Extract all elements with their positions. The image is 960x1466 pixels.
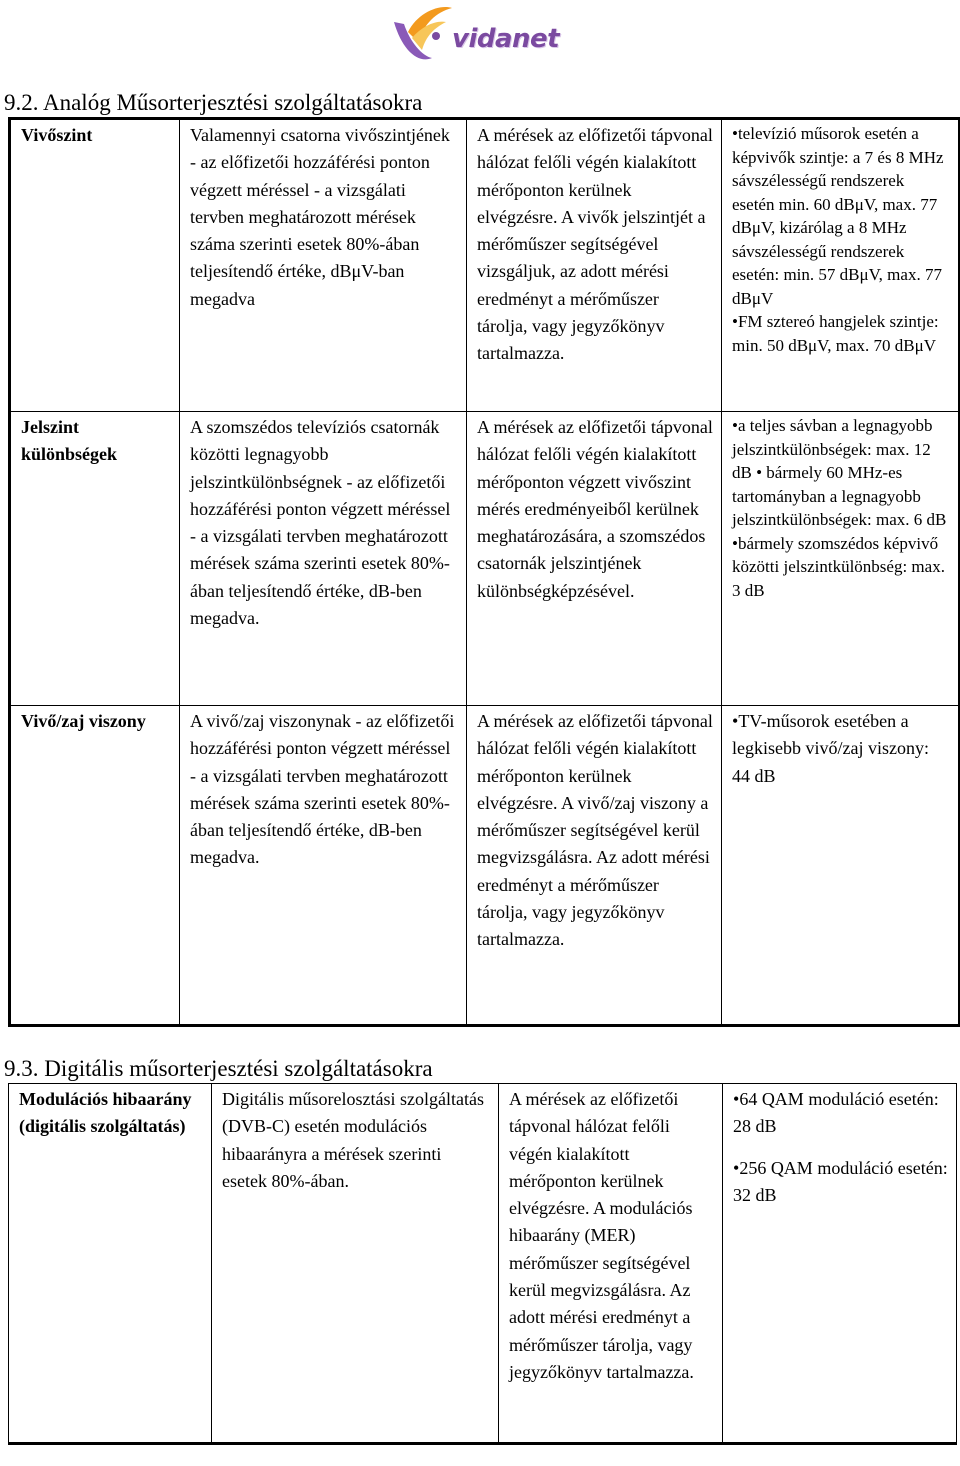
measurement-method: A mérések az előfizetői tápvonal hálózat felőli végén kialakított mérőponton kerülnek elvégzésre. A vivők jelszintjét a mérőműszer segítségével vizsgáljuk, az adott mérési eredményt a mérőműszer tárolja, vagy jegyzőkönyv tartalmazza. — [467, 119, 722, 412]
analog-services-table — [8, 117, 960, 1027]
parameter-name: Jelszint különbségek — [10, 412, 180, 706]
measurement-method: A mérések az előfizetői tápvonal hálózat felőli végén kialakított mérőponton végzett vivőszint mérés eredményeiből kerülnek meghatározására, a szomszédos csatornák jelszintjének különbségképzésével. — [467, 412, 722, 706]
digital-services-table — [8, 1083, 957, 1445]
logo-swirl-icon — [388, 2, 458, 68]
parameter-name: Modulációs hibaarány (digitális szolgáltatás) — [9, 1084, 212, 1444]
logo-wordmark: vidanet — [452, 24, 560, 54]
measurement-method: A mérések az előfizetői tápvonal hálózat felőli végén kialakított mérőponton kerülnek elvégzésre. A modulációs hibaarány (MER) mérőműszer segítségével kerül megvizsgálásra. Az adott mérési eredményt a mérőműszer tárolja, vagy jegyzőkönyv tartalmazza. — [499, 1084, 723, 1444]
measurement-method: A mérések az előfizetői tápvonal hálózat felőli végén kialakított mérőponton kerülnek elvégzésre. A vivő/zaj viszony a mérőműszer segítségével kerül megvizsgálásra. Az adott mérési eredményt a mérőműszer tárolja, vagy jegyzőkönyv tartalmazza. — [467, 706, 722, 1026]
section-title-analog: 9.2. Analóg Műsorterjesztési szolgáltatásokra — [4, 90, 423, 115]
table-row — [10, 706, 960, 1026]
value-item: • bármely szomszédos képvivő közötti jelszintkülönbség: max. 3 dB — [732, 532, 950, 603]
parameter-definition: Valamennyi csatorna vivőszintjének - az előfizetői hozzáférési ponton végzett méréssel - a vizsgálati tervben meghatározott mérések száma szerinti esetek 80%-ában teljesítendő értéke, dBμV-ban megadva — [180, 119, 467, 412]
value-item: • 64 QAM moduláció esetén: 28 dB — [733, 1086, 948, 1141]
required-values — [722, 119, 960, 412]
value-item: • a teljes sávban a legnagyobb jelszintkülönbségek: max. 12 dB • bármely 60 MHz-es tartományban a legnagyobb jelszintkülönbségek: max. 6 dB — [732, 414, 950, 532]
section-title-digital: 9.3. Digitális műsorterjesztési szolgáltatásokra — [4, 1056, 433, 1081]
table-row — [10, 119, 960, 412]
parameter-definition: A vivő/zaj viszonynak - az előfizetői hozzáférési ponton végzett méréssel - a vizsgálati tervben meghatározott mérések száma szerinti esetek 80%-ában teljesítendő értéke, dB-ben megadva. — [180, 706, 467, 1026]
parameter-definition: A szomszédos televíziós csatornák közötti legnagyobb jelszintkülönbségnek - az előfizetői hozzáférési ponton végzett méréssel - a vizsgálati tervben meghatározott mérések száma szerinti esetek 80%-ában teljesítendő értéke, dB-ben megadva. — [180, 412, 467, 706]
value-item: • televízió műsorok esetén a képvivők szintje: a 7 és 8 MHz sávszélességű rendszerek esetén min. 60 dBμV, max. 77 dBμV, kizárólag a 8 MHz sávszélességű rendszerek esetén: min. 57 dBμV, max. 77 dBμV — [732, 122, 950, 310]
vidanet-logo — [388, 2, 560, 68]
value-item: • 256 QAM moduláció esetén: 32 dB — [733, 1155, 948, 1210]
parameter-name: Vivő/zaj viszony — [10, 706, 180, 1026]
value-item: • TV-műsorok esetében a legkisebb vivő/zaj viszony: 44 dB — [732, 708, 950, 790]
table-row — [10, 412, 960, 706]
required-values — [722, 706, 960, 1026]
parameter-name: Vivőszint — [10, 119, 180, 412]
required-values — [723, 1084, 957, 1444]
value-item: • FM sztereó hangjelek szintje: min. 50 dBμV, max. 70 dBμV — [732, 310, 950, 357]
table-row — [9, 1084, 957, 1444]
parameter-definition: Digitális műsorelosztási szolgáltatás (DVB-C) esetén modulációs hibaarányra a mérések szerinti esetek 80%-ában. — [212, 1084, 499, 1444]
required-values — [722, 412, 960, 706]
